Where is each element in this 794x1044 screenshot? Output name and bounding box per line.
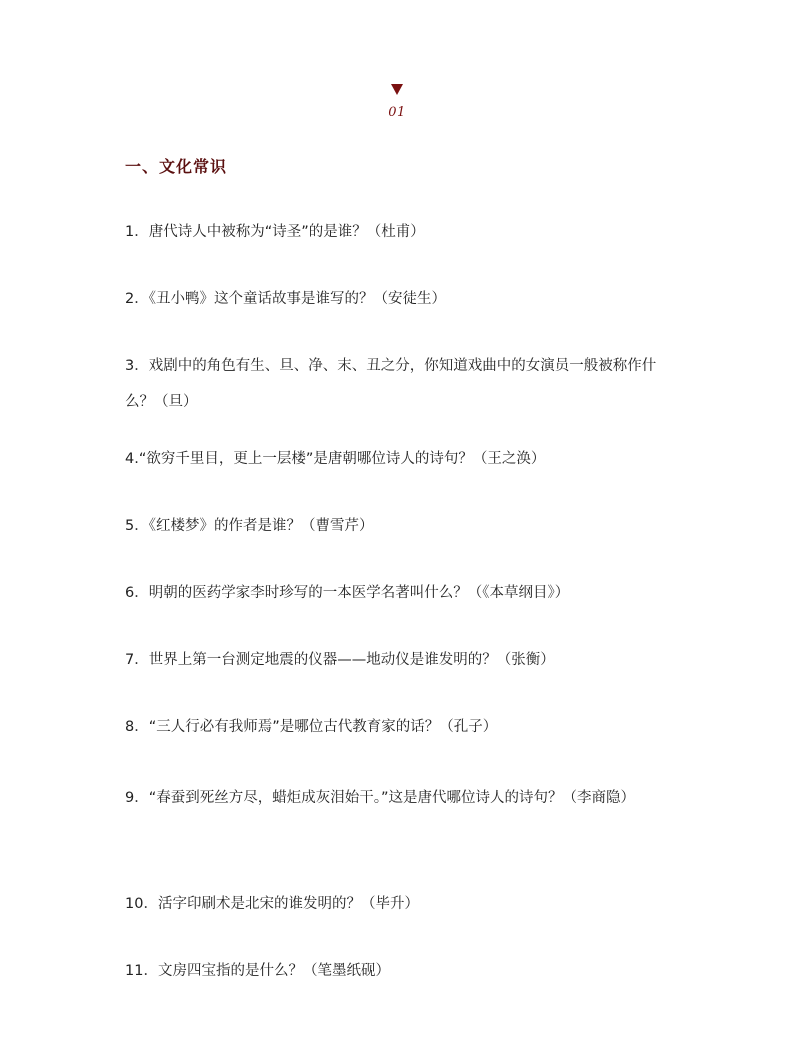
triangle-down-icon [391, 84, 403, 95]
question-item: 10．活字印刷术是北宋的谁发明的？（毕升） [125, 896, 419, 912]
question-item: 5．《红楼梦》的作者是谁？（曹雪芹） [125, 518, 374, 534]
question-item: 1．唐代诗人中被称为“诗圣”的是谁？（杜甫） [125, 224, 425, 240]
question-item: 11．文房四宝指的是什么？（笔墨纸砚） [125, 963, 390, 979]
question-item: 8．“三人行必有我师焉”是哪位古代教育家的话？（孔子） [125, 719, 498, 735]
question-item: 7．世界上第一台测定地震的仪器——地动仪是谁发明的？（张衡） [125, 652, 555, 668]
question-item: 9．“春蚕到死丝方尽，蜡炬成灰泪始干。”这是唐代哪位诗人的诗句？（李商隐） [125, 790, 635, 806]
section-title: 一、文化常识 [125, 157, 228, 176]
question-item: 6．明朝的医药学家李时珍写的一本医学名著叫什么？（《本草纲目》） [125, 585, 570, 601]
question-item: 4.“欲穷千里目，更上一层楼”是唐朝哪位诗人的诗句？（王之涣） [125, 451, 546, 467]
section-marker [0, 80, 794, 120]
section-number: 01 [388, 105, 406, 120]
question-item: 2．《丑小鸭》这个童话故事是谁写的？（安徒生） [125, 291, 446, 307]
question-item: 3．戏剧中的角色有生、旦、净、末、丑之分，你知道戏曲中的女演员一般被称作什么？（旦） [125, 358, 657, 410]
